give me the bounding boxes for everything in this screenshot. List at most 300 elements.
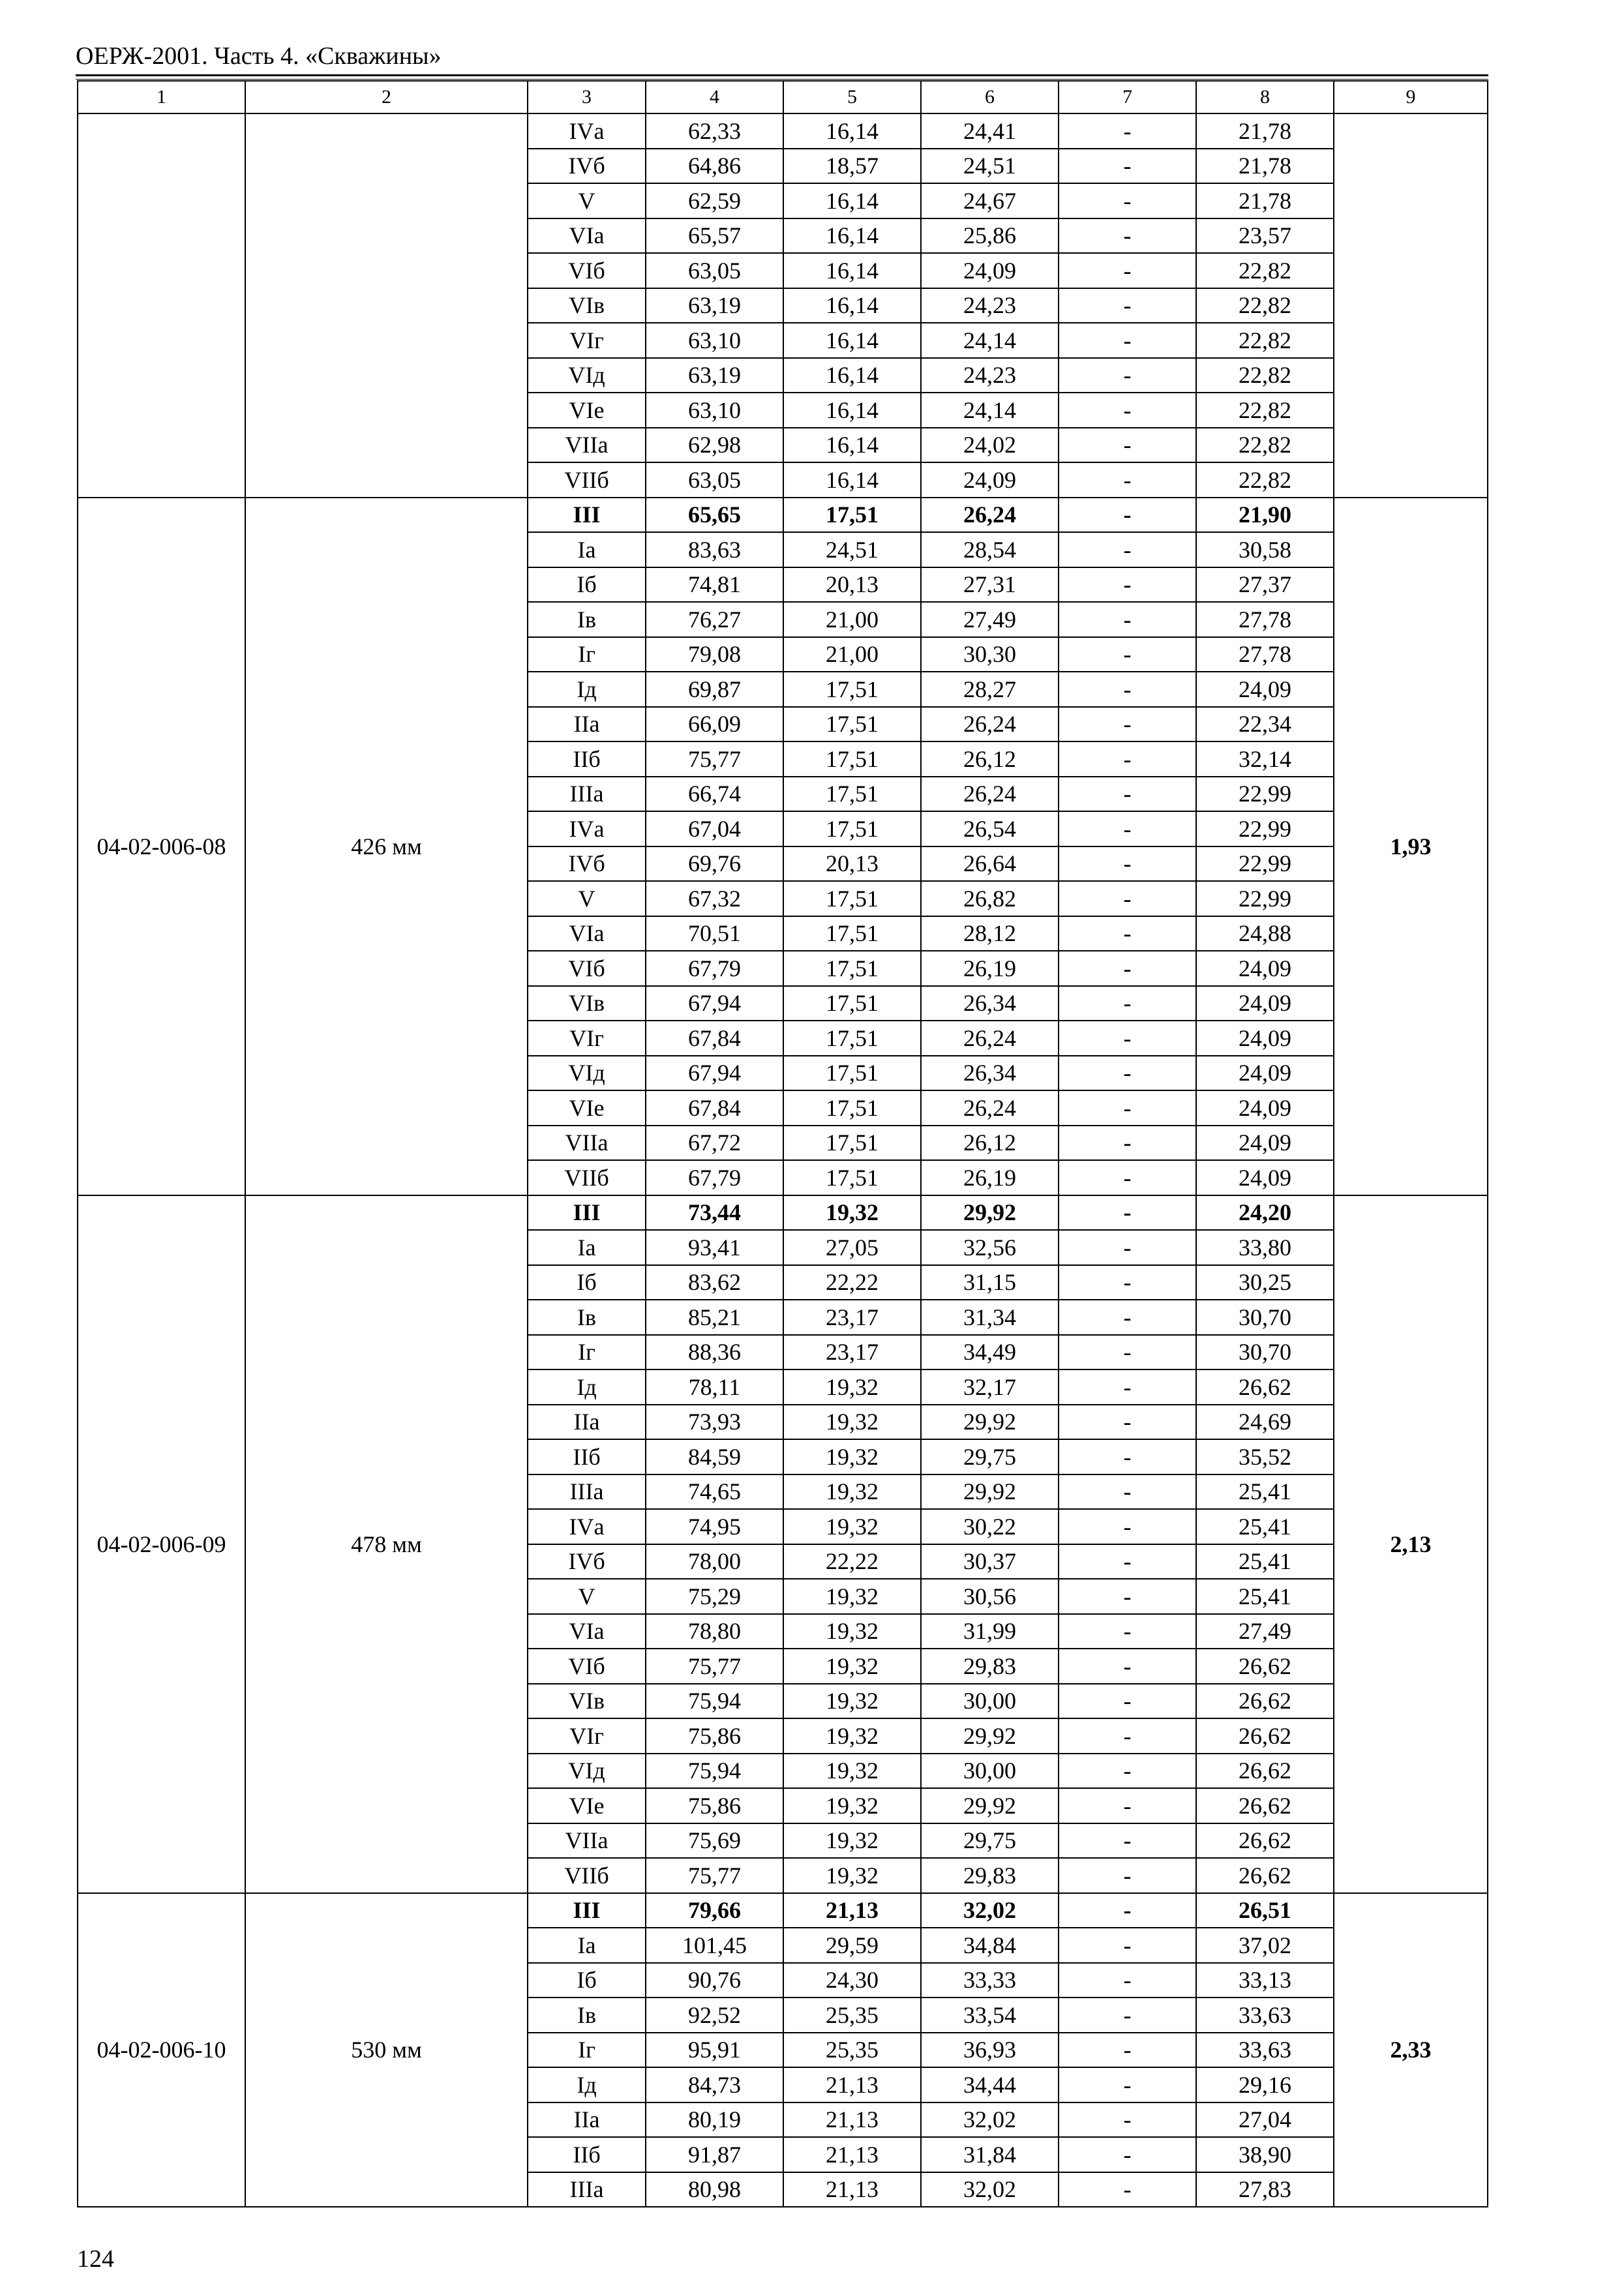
value-cell: 75,69 xyxy=(646,1823,783,1859)
value-cell: 24,14 xyxy=(921,323,1059,358)
value-cell: - xyxy=(1059,602,1196,637)
value-cell: 78,11 xyxy=(646,1369,783,1405)
value-cell: 19,32 xyxy=(783,1195,921,1231)
value-cell: - xyxy=(1059,393,1196,428)
value-cell: 16,14 xyxy=(783,428,921,463)
value-cell: 29,75 xyxy=(921,1439,1059,1474)
value-cell: 26,62 xyxy=(1196,1788,1334,1823)
value-cell: - xyxy=(1059,1439,1196,1474)
value-cell: - xyxy=(1059,113,1196,149)
value-cell: 24,09 xyxy=(1196,1056,1334,1091)
value-cell: 21,00 xyxy=(783,602,921,637)
value-cell: - xyxy=(1059,1579,1196,1614)
value-cell: - xyxy=(1059,1056,1196,1091)
value-cell: - xyxy=(1059,1649,1196,1684)
category-cell: III xyxy=(528,498,646,533)
category-cell: Iг xyxy=(528,1335,646,1370)
category-cell: VIд xyxy=(528,1056,646,1091)
value-cell: 22,82 xyxy=(1196,462,1334,498)
value-cell: 32,56 xyxy=(921,1230,1059,1265)
value-cell: 92,52 xyxy=(646,1997,783,2033)
value-cell: - xyxy=(1059,1265,1196,1300)
value-cell: 63,19 xyxy=(646,358,783,393)
category-cell: IIа xyxy=(528,2102,646,2138)
header-rule xyxy=(76,74,1488,76)
value-cell: - xyxy=(1059,2067,1196,2102)
category-cell: III xyxy=(528,1195,646,1231)
value-cell: - xyxy=(1059,1718,1196,1754)
value-cell: 26,19 xyxy=(921,951,1059,986)
value-cell: 21,13 xyxy=(783,2137,921,2172)
value-cell: - xyxy=(1059,1544,1196,1579)
value-cell: - xyxy=(1059,1823,1196,1859)
value-cell: 67,79 xyxy=(646,951,783,986)
value-cell: 19,32 xyxy=(783,1858,921,1893)
value-cell: - xyxy=(1059,1021,1196,1056)
value-cell: 30,25 xyxy=(1196,1265,1334,1300)
category-cell: III xyxy=(528,1893,646,1928)
value-cell: 27,78 xyxy=(1196,637,1334,672)
value-cell: 65,57 xyxy=(646,218,783,254)
value-cell: 65,65 xyxy=(646,498,783,533)
value-cell: 32,17 xyxy=(921,1369,1059,1405)
value-cell: 26,62 xyxy=(1196,1823,1334,1859)
value-cell: 26,24 xyxy=(921,1090,1059,1126)
column-header: 9 xyxy=(1334,81,1488,113)
value-cell: - xyxy=(1059,986,1196,1021)
value-cell: 26,34 xyxy=(921,986,1059,1021)
value-cell: 28,12 xyxy=(921,916,1059,951)
value-cell: - xyxy=(1059,218,1196,254)
value-cell: 22,82 xyxy=(1196,288,1334,323)
value-cell: 22,99 xyxy=(1196,846,1334,882)
value-cell: 19,32 xyxy=(783,1579,921,1614)
value-cell: 67,84 xyxy=(646,1090,783,1126)
category-cell: Iд xyxy=(528,1369,646,1405)
value-cell: 95,91 xyxy=(646,2033,783,2068)
value-cell: 24,09 xyxy=(1196,1090,1334,1126)
value-cell: 24,88 xyxy=(1196,916,1334,951)
value-cell: 27,05 xyxy=(783,1230,921,1265)
value-cell: 27,37 xyxy=(1196,567,1334,603)
value-cell: 17,51 xyxy=(783,1160,921,1195)
category-cell: IVб xyxy=(528,846,646,882)
category-cell: Iа xyxy=(528,1230,646,1265)
value-cell: 24,67 xyxy=(921,183,1059,218)
value-cell: - xyxy=(1059,672,1196,707)
category-cell: VIа xyxy=(528,218,646,254)
value-cell: - xyxy=(1059,498,1196,533)
value-cell: - xyxy=(1059,777,1196,812)
value-cell: 29,92 xyxy=(921,1405,1059,1440)
value-cell: 90,76 xyxy=(646,1963,783,1998)
value-cell: 30,30 xyxy=(921,637,1059,672)
value-cell: 26,24 xyxy=(921,707,1059,742)
value-cell: 32,02 xyxy=(921,1893,1059,1928)
value-cell: 28,54 xyxy=(921,532,1059,567)
value-cell: 29,59 xyxy=(783,1928,921,1963)
value-cell: 21,13 xyxy=(783,1893,921,1928)
value-cell: 67,94 xyxy=(646,986,783,1021)
category-cell: VIб xyxy=(528,253,646,288)
value-cell: 19,32 xyxy=(783,1788,921,1823)
category-cell: Iг xyxy=(528,637,646,672)
value-cell: 80,19 xyxy=(646,2102,783,2138)
category-cell: VIIа xyxy=(528,1126,646,1161)
value-cell: 33,13 xyxy=(1196,1963,1334,1998)
value-cell: - xyxy=(1059,2102,1196,2138)
value-cell: 69,87 xyxy=(646,672,783,707)
value-cell: 24,09 xyxy=(1196,672,1334,707)
value-cell: 19,32 xyxy=(783,1369,921,1405)
value-cell: 29,16 xyxy=(1196,2067,1334,2102)
value-cell: - xyxy=(1059,1684,1196,1719)
total-cell xyxy=(1334,113,1488,498)
column-header: 7 xyxy=(1059,81,1196,113)
value-cell: 38,90 xyxy=(1196,2137,1334,2172)
category-cell: IIIа xyxy=(528,777,646,812)
value-cell: 26,54 xyxy=(921,811,1059,846)
value-cell: 25,35 xyxy=(783,2033,921,2068)
value-cell: 74,95 xyxy=(646,1509,783,1544)
value-cell: 25,41 xyxy=(1196,1474,1334,1510)
diameter-cell: 530 мм xyxy=(245,1893,528,2207)
category-cell: IIIа xyxy=(528,1474,646,1510)
value-cell: 24,09 xyxy=(921,253,1059,288)
value-cell: 33,80 xyxy=(1196,1230,1334,1265)
value-cell: 33,63 xyxy=(1196,1997,1334,2033)
value-cell: - xyxy=(1059,1195,1196,1231)
value-cell: - xyxy=(1059,1300,1196,1335)
value-cell: 22,34 xyxy=(1196,707,1334,742)
category-cell: VIв xyxy=(528,986,646,1021)
value-cell: 17,51 xyxy=(783,1056,921,1091)
value-cell: 33,33 xyxy=(921,1963,1059,1998)
diameter-cell: 426 мм xyxy=(245,498,528,1195)
value-cell: 30,70 xyxy=(1196,1335,1334,1370)
value-cell: 26,12 xyxy=(921,741,1059,777)
value-cell: 20,13 xyxy=(783,567,921,603)
value-cell: 25,41 xyxy=(1196,1509,1334,1544)
value-cell: 26,62 xyxy=(1196,1684,1334,1719)
column-number-row xyxy=(78,81,1488,113)
value-cell: 62,98 xyxy=(646,428,783,463)
value-cell: 22,82 xyxy=(1196,323,1334,358)
category-cell: IIIа xyxy=(528,2172,646,2207)
value-cell: 34,84 xyxy=(921,1928,1059,1963)
value-cell: 17,51 xyxy=(783,951,921,986)
rate-code-cell: 04-02-006-09 xyxy=(78,1195,245,1893)
value-cell: 24,69 xyxy=(1196,1405,1334,1440)
value-cell: 26,24 xyxy=(921,1021,1059,1056)
category-cell: VIе xyxy=(528,1788,646,1823)
column-header: 3 xyxy=(528,81,646,113)
value-cell: 29,92 xyxy=(921,1788,1059,1823)
value-cell: 62,33 xyxy=(646,113,783,149)
category-cell: VIг xyxy=(528,1021,646,1056)
category-cell: Iв xyxy=(528,1300,646,1335)
value-cell: 29,83 xyxy=(921,1649,1059,1684)
value-cell: 17,51 xyxy=(783,1126,921,1161)
value-cell: 21,13 xyxy=(783,2067,921,2102)
value-cell: 93,41 xyxy=(646,1230,783,1265)
value-cell: 33,63 xyxy=(1196,2033,1334,2068)
table-row xyxy=(78,113,1488,149)
value-cell: 24,09 xyxy=(1196,951,1334,986)
value-cell: - xyxy=(1059,1405,1196,1440)
value-cell: - xyxy=(1059,149,1196,184)
value-cell: 17,51 xyxy=(783,881,921,916)
rates-table xyxy=(77,80,1488,2207)
category-cell: Iб xyxy=(528,567,646,603)
value-cell: 75,29 xyxy=(646,1579,783,1614)
value-cell: 26,62 xyxy=(1196,1369,1334,1405)
value-cell: 22,82 xyxy=(1196,358,1334,393)
value-cell: 30,22 xyxy=(921,1509,1059,1544)
category-cell: VIе xyxy=(528,393,646,428)
value-cell: - xyxy=(1059,1369,1196,1405)
category-cell: Iв xyxy=(528,1997,646,2033)
value-cell: 34,49 xyxy=(921,1335,1059,1370)
value-cell: - xyxy=(1059,916,1196,951)
value-cell: - xyxy=(1059,2172,1196,2207)
value-cell: 22,22 xyxy=(783,1265,921,1300)
value-cell: 21,00 xyxy=(783,637,921,672)
value-cell: 30,70 xyxy=(1196,1300,1334,1335)
value-cell: 78,80 xyxy=(646,1614,783,1649)
value-cell: - xyxy=(1059,2137,1196,2172)
table-row xyxy=(78,498,1488,533)
value-cell: 85,21 xyxy=(646,1300,783,1335)
value-cell: 37,02 xyxy=(1196,1928,1334,1963)
category-cell: VIд xyxy=(528,1754,646,1789)
value-cell: 32,02 xyxy=(921,2102,1059,2138)
value-cell: 75,86 xyxy=(646,1718,783,1754)
column-header: 4 xyxy=(646,81,783,113)
value-cell: - xyxy=(1059,1335,1196,1370)
value-cell: 26,51 xyxy=(1196,1893,1334,1928)
value-cell: 76,27 xyxy=(646,602,783,637)
value-cell: 21,13 xyxy=(783,2102,921,2138)
value-cell: 74,65 xyxy=(646,1474,783,1510)
table-row xyxy=(78,1195,1488,1231)
value-cell: - xyxy=(1059,1893,1196,1928)
category-cell: VIIа xyxy=(528,428,646,463)
value-cell: 29,92 xyxy=(921,1474,1059,1510)
value-cell: - xyxy=(1059,1928,1196,1963)
value-cell: 24,23 xyxy=(921,288,1059,323)
category-cell: Iб xyxy=(528,1265,646,1300)
value-cell: 30,00 xyxy=(921,1754,1059,1789)
value-cell: - xyxy=(1059,253,1196,288)
value-cell: 24,20 xyxy=(1196,1195,1334,1231)
rate-code-cell xyxy=(78,113,245,498)
value-cell: 27,31 xyxy=(921,567,1059,603)
value-cell: 24,09 xyxy=(921,462,1059,498)
value-cell: - xyxy=(1059,846,1196,882)
category-cell: VIб xyxy=(528,1649,646,1684)
category-cell: Iд xyxy=(528,672,646,707)
value-cell: 23,57 xyxy=(1196,218,1334,254)
value-cell: 25,41 xyxy=(1196,1579,1334,1614)
value-cell: 16,14 xyxy=(783,218,921,254)
value-cell: 34,44 xyxy=(921,2067,1059,2102)
value-cell: 29,92 xyxy=(921,1195,1059,1231)
value-cell: 17,51 xyxy=(783,707,921,742)
value-cell: 67,79 xyxy=(646,1160,783,1195)
value-cell: - xyxy=(1059,1858,1196,1893)
value-cell: 23,17 xyxy=(783,1335,921,1370)
category-cell: IIа xyxy=(528,1405,646,1440)
value-cell: 26,82 xyxy=(921,881,1059,916)
diameter-cell: 478 мм xyxy=(245,1195,528,1893)
category-cell: VIIб xyxy=(528,1858,646,1893)
category-cell: IVб xyxy=(528,1544,646,1579)
category-cell: IVа xyxy=(528,811,646,846)
value-cell: 22,82 xyxy=(1196,393,1334,428)
value-cell: - xyxy=(1059,532,1196,567)
category-cell: VIв xyxy=(528,288,646,323)
category-cell: Iа xyxy=(528,532,646,567)
value-cell: - xyxy=(1059,462,1196,498)
value-cell: 75,77 xyxy=(646,1649,783,1684)
category-cell: V xyxy=(528,183,646,218)
value-cell: - xyxy=(1059,1230,1196,1265)
value-cell: - xyxy=(1059,2033,1196,2068)
value-cell: 27,83 xyxy=(1196,2172,1334,2207)
value-cell: 24,41 xyxy=(921,113,1059,149)
value-cell: 31,99 xyxy=(921,1614,1059,1649)
value-cell: - xyxy=(1059,741,1196,777)
value-cell: 26,12 xyxy=(921,1126,1059,1161)
value-cell: - xyxy=(1059,567,1196,603)
value-cell: 24,09 xyxy=(1196,986,1334,1021)
value-cell: 21,78 xyxy=(1196,149,1334,184)
value-cell: 67,94 xyxy=(646,1056,783,1091)
value-cell: 75,94 xyxy=(646,1754,783,1789)
value-cell: 22,22 xyxy=(783,1544,921,1579)
table-header xyxy=(78,81,1488,113)
value-cell: - xyxy=(1059,428,1196,463)
category-cell: Iв xyxy=(528,602,646,637)
value-cell: 19,32 xyxy=(783,1684,921,1719)
value-cell: 29,92 xyxy=(921,1718,1059,1754)
page-title: ОЕРЖ-2001. Часть 4. «Скважины» xyxy=(76,42,442,70)
value-cell: 26,62 xyxy=(1196,1754,1334,1789)
value-cell: 16,14 xyxy=(783,462,921,498)
value-cell: 20,13 xyxy=(783,846,921,882)
category-cell: VIIб xyxy=(528,1160,646,1195)
value-cell: 30,37 xyxy=(921,1544,1059,1579)
value-cell: 17,51 xyxy=(783,811,921,846)
value-cell: 19,32 xyxy=(783,1614,921,1649)
value-cell: - xyxy=(1059,1509,1196,1544)
value-cell: 73,44 xyxy=(646,1195,783,1231)
value-cell: 29,75 xyxy=(921,1823,1059,1859)
value-cell: - xyxy=(1059,811,1196,846)
value-cell: 22,99 xyxy=(1196,881,1334,916)
value-cell: 19,32 xyxy=(783,1474,921,1510)
total-cell: 2,13 xyxy=(1334,1195,1488,1893)
value-cell: 22,99 xyxy=(1196,777,1334,812)
category-cell: IVа xyxy=(528,1509,646,1544)
rate-code-cell: 04-02-006-08 xyxy=(78,498,245,1195)
value-cell: 17,51 xyxy=(783,672,921,707)
value-cell: 24,30 xyxy=(783,1963,921,1998)
value-cell: 27,49 xyxy=(1196,1614,1334,1649)
value-cell: 75,94 xyxy=(646,1684,783,1719)
value-cell: 27,78 xyxy=(1196,602,1334,637)
category-cell: VIе xyxy=(528,1090,646,1126)
value-cell: - xyxy=(1059,1963,1196,1998)
value-cell: 16,14 xyxy=(783,288,921,323)
category-cell: Iб xyxy=(528,1963,646,1998)
value-cell: - xyxy=(1059,1614,1196,1649)
value-cell: 17,51 xyxy=(783,1021,921,1056)
value-cell: 63,05 xyxy=(646,253,783,288)
value-cell: 21,78 xyxy=(1196,113,1334,149)
value-cell: 24,51 xyxy=(921,149,1059,184)
category-cell: Iа xyxy=(528,1928,646,1963)
table-row xyxy=(78,1893,1488,1928)
value-cell: - xyxy=(1059,1160,1196,1195)
category-cell: IVб xyxy=(528,149,646,184)
value-cell: 35,52 xyxy=(1196,1439,1334,1474)
value-cell: 22,82 xyxy=(1196,253,1334,288)
value-cell: - xyxy=(1059,951,1196,986)
value-cell: - xyxy=(1059,1090,1196,1126)
value-cell: 21,13 xyxy=(783,2172,921,2207)
value-cell: - xyxy=(1059,1474,1196,1510)
value-cell: 16,14 xyxy=(783,323,921,358)
value-cell: 32,14 xyxy=(1196,741,1334,777)
column-header: 8 xyxy=(1196,81,1334,113)
category-cell: IIб xyxy=(528,1439,646,1474)
value-cell: 26,62 xyxy=(1196,1649,1334,1684)
value-cell: 26,62 xyxy=(1196,1858,1334,1893)
value-cell: 25,35 xyxy=(783,1997,921,2033)
value-cell: 74,81 xyxy=(646,567,783,603)
category-cell: V xyxy=(528,881,646,916)
value-cell: 75,86 xyxy=(646,1788,783,1823)
value-cell: 25,41 xyxy=(1196,1544,1334,1579)
value-cell: 63,10 xyxy=(646,323,783,358)
value-cell: 31,84 xyxy=(921,2137,1059,2172)
value-cell: 21,78 xyxy=(1196,183,1334,218)
value-cell: 24,02 xyxy=(921,428,1059,463)
category-cell: V xyxy=(528,1579,646,1614)
value-cell: 78,00 xyxy=(646,1544,783,1579)
value-cell: 17,51 xyxy=(783,741,921,777)
category-cell: IIб xyxy=(528,741,646,777)
value-cell: 26,34 xyxy=(921,1056,1059,1091)
value-cell: 67,84 xyxy=(646,1021,783,1056)
total-cell: 2,33 xyxy=(1334,1893,1488,2207)
value-cell: - xyxy=(1059,1788,1196,1823)
value-cell: 69,76 xyxy=(646,846,783,882)
value-cell: 62,59 xyxy=(646,183,783,218)
value-cell: 17,51 xyxy=(783,1090,921,1126)
value-cell: - xyxy=(1059,1754,1196,1789)
category-cell: VIг xyxy=(528,1718,646,1754)
value-cell: - xyxy=(1059,1997,1196,2033)
value-cell: 24,23 xyxy=(921,358,1059,393)
value-cell: 22,82 xyxy=(1196,428,1334,463)
value-cell: - xyxy=(1059,1126,1196,1161)
value-cell: 91,87 xyxy=(646,2137,783,2172)
value-cell: - xyxy=(1059,288,1196,323)
page-header xyxy=(76,40,1488,77)
